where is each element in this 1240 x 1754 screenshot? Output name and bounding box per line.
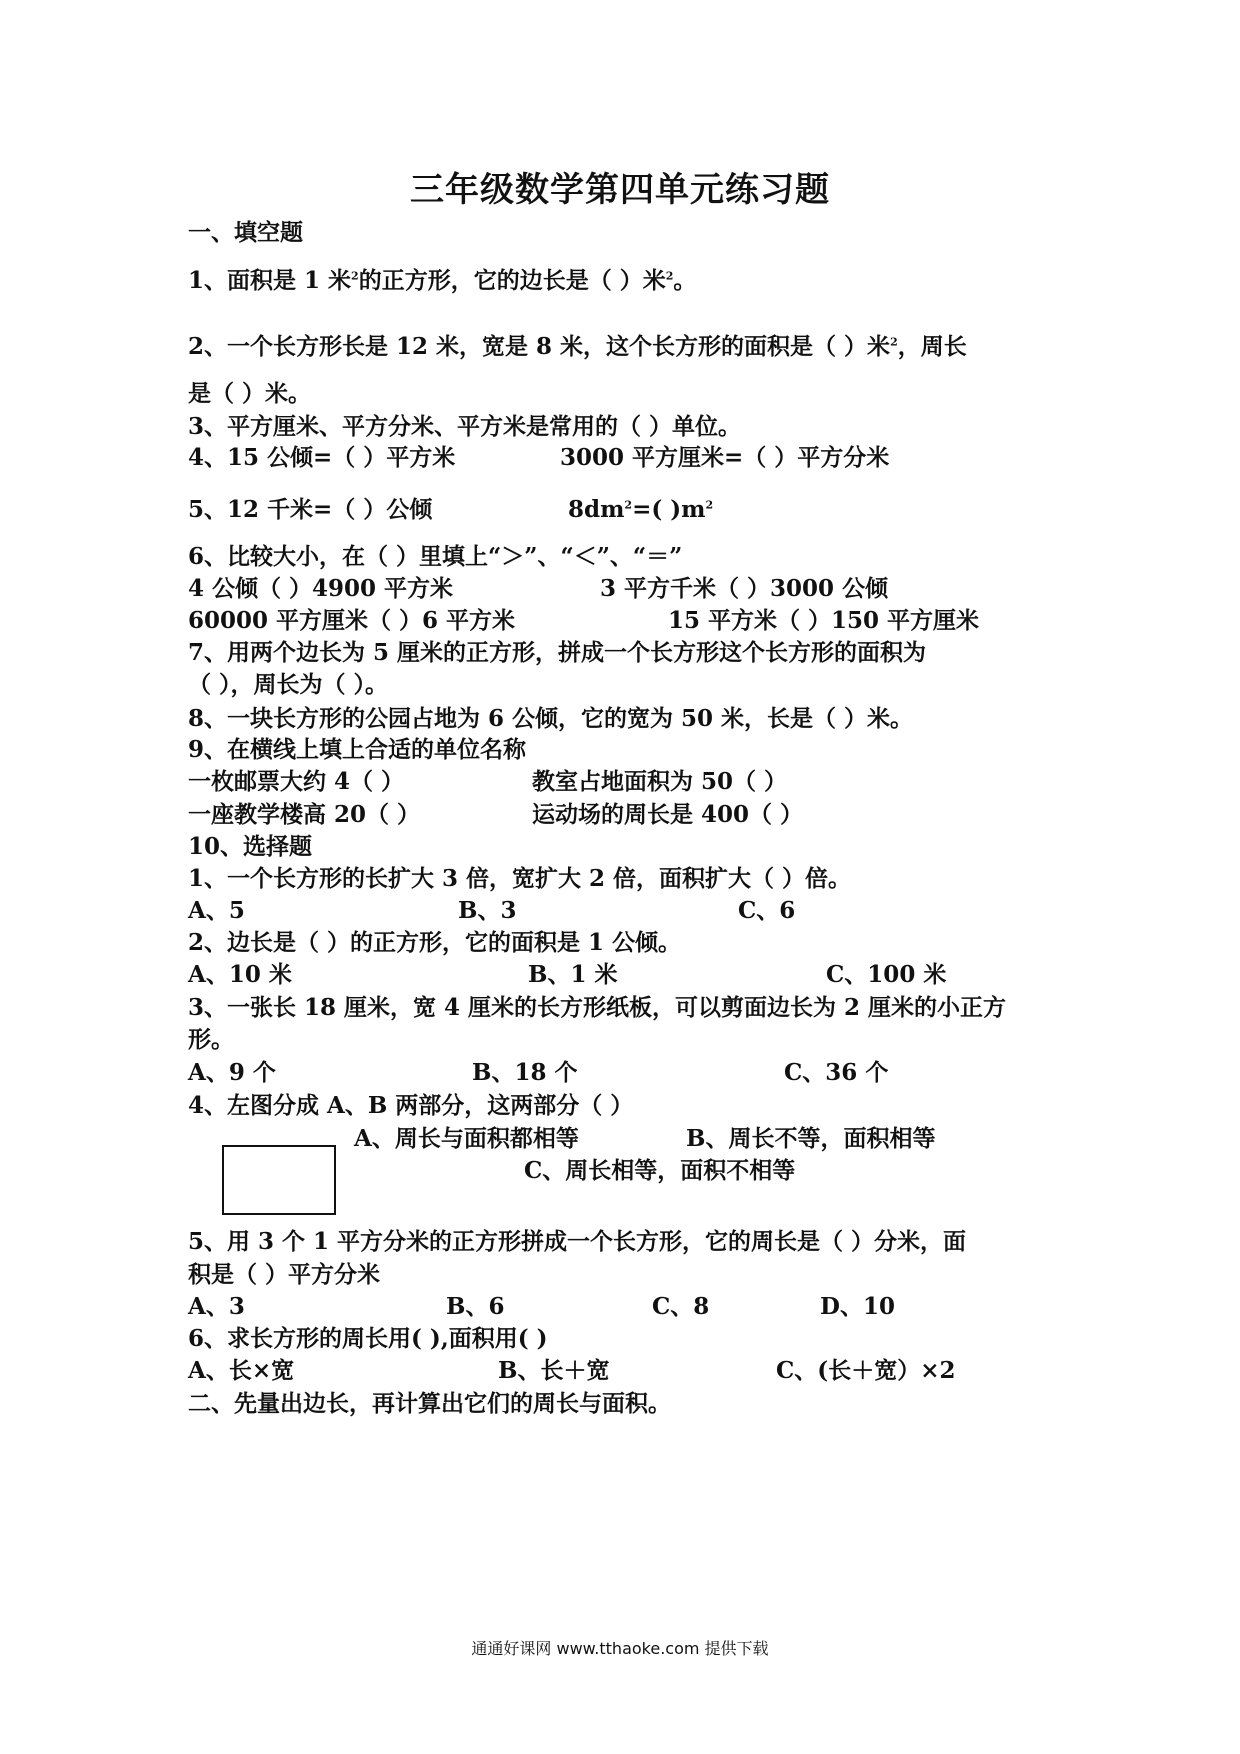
question-6-row-1-left: 4 公倾（ ）4900 平方米 (188, 575, 454, 602)
question-2-line-2: 是（ ）米。 (188, 380, 312, 407)
choice-4-option-c: C、周长相等，面积不相等 (524, 1157, 796, 1184)
choice-2-option-b: B、1 米 (528, 961, 618, 988)
question-8: 8、一块长方形的公园占地为 6 公倾，它的宽为 50 米，长是（ ）米。 (188, 705, 914, 732)
question-9-row-2-left: 一座教学楼高 20（ ） (188, 801, 421, 828)
choice-5-option-c: C、8 (652, 1293, 710, 1320)
question-3: 3、平方厘米、平方分米、平方米是常用的（ ）单位。 (188, 413, 742, 440)
choice-4-option-a: A、周长与面积都相等 (354, 1125, 579, 1152)
question-2-line-1: 2、一个长方形长是 12 米，宽是 8 米，这个长方形的面积是（ ）米$^2$，周长 (188, 333, 967, 360)
question-9-row-2-right: 运动场的周长是 400（ ） (532, 801, 804, 828)
question-9-heading: 9、在横线上填上合适的单位名称 (188, 736, 527, 763)
choice-4-question: 4、左图分成 A、B 两部分，这两部分（ ） (188, 1092, 634, 1119)
divided-rectangle-figure (222, 1145, 336, 1215)
choice-3-option-c: C、36 个 (784, 1059, 889, 1086)
choice-3-question-line-1: 3、一张长 18 厘米，宽 4 厘米的长方形纸板，可以剪面边长为 2 厘米的小正方 (188, 994, 1007, 1021)
page-title: 三年级数学第四单元练习题 (410, 170, 830, 210)
choice-6-option-b: B、长＋宽 (498, 1357, 610, 1384)
question-7-line-1: 7、用两个边长为 5 厘米的正方形，拼成一个长方形这个长方形的面积为 (188, 639, 927, 666)
question-10-heading: 10、选择题 (188, 833, 313, 860)
choice-2-option-a: A、10 米 (188, 961, 292, 988)
question-5-left: 5、12 千米=（ ）公倾 (188, 496, 433, 523)
choice-3-question-line-2: 形。 (188, 1026, 234, 1053)
choice-6-option-a: A、长×宽 (188, 1357, 295, 1384)
choice-2-question: 2、边长是（ ）的正方形，它的面积是 1 公倾。 (188, 929, 682, 956)
choice-1-option-a: A、5 (188, 897, 245, 924)
choice-5-option-d: D、10 (820, 1293, 895, 1320)
choice-6-question: 6、求长方形的周长用( ),面积用( ) (188, 1325, 548, 1352)
choice-5-question-line-2: 积是（ ）平方分米 (188, 1261, 381, 1288)
choice-1-option-b: B、3 (458, 897, 517, 924)
question-6-row-1-right: 3 平方千米（ ）3000 公倾 (600, 575, 889, 602)
choice-5-question-line-1: 5、用 3 个 1 平方分米的正方形拼成一个长方形，它的周长是（ ）分米，面 (188, 1228, 967, 1255)
choice-5-option-a: A、3 (188, 1293, 245, 1320)
choice-1-question: 1、一个长方形的长扩大 3 倍，宽扩大 2 倍，面积扩大（ ）倍。 (188, 865, 852, 892)
choice-2-option-c: C、100 米 (826, 961, 947, 988)
choice-5-option-b: B、6 (446, 1293, 505, 1320)
question-7-line-2: （ ），周长为（ ）。 (188, 671, 389, 698)
question-6-row-2-right: 15 平方米（ ）150 平方厘米 (668, 607, 980, 634)
question-6-row-2-left: 60000 平方厘米（ ）6 平方米 (188, 607, 516, 634)
choice-3-option-a: A、9 个 (188, 1059, 276, 1086)
question-9-row-1-right: 教室占地面积为 50（ ） (532, 768, 788, 795)
question-4-left: 4、15 公倾=（ ）平方米 (188, 444, 456, 471)
question-1: 1、面积是 1 米$^2$的正方形，它的边长是（ ）米$^2$。 (188, 267, 697, 294)
question-9-row-1-left: 一枚邮票大约 4（ ） (188, 768, 405, 795)
question-5-right: $8dm^2=$( )$m^2$ (568, 496, 714, 523)
question-4-right: 3000 平方厘米=（ ）平方分米 (560, 444, 890, 471)
choice-4-option-b: B、周长不等，面积相等 (686, 1125, 936, 1152)
footer-source: 通通好课网 www.tthaoke.com 提供下载 (471, 1639, 769, 1658)
choice-1-option-c: C、6 (738, 897, 796, 924)
choice-3-option-b: B、18 个 (472, 1059, 578, 1086)
section-measure-heading: 二、先量出边长，再计算出它们的周长与面积。 (188, 1390, 671, 1417)
choice-6-option-c: C、(长＋宽）×2 (776, 1357, 956, 1384)
question-6-heading: 6、比较大小，在（ ）里填上“＞”、“＜”、“＝” (188, 543, 683, 570)
section-fill-blank-heading: 一、填空题 (188, 219, 303, 246)
